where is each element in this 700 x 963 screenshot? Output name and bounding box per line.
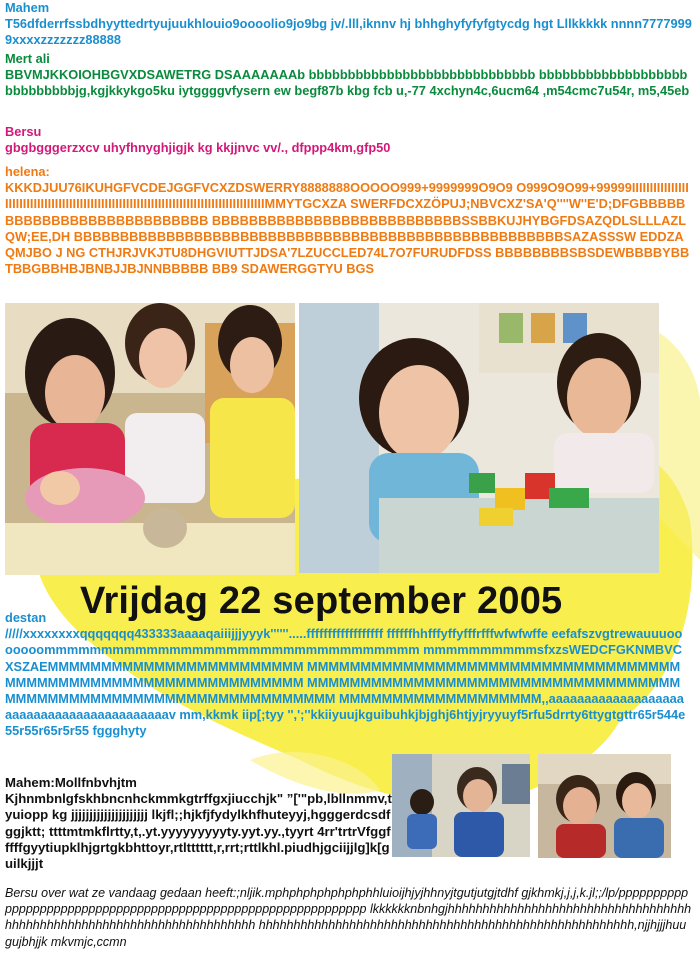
block-destan-header: destan [5, 610, 47, 625]
block-mert-ali-header: Mert ali [5, 51, 50, 66]
girls-with-doll-photo [5, 303, 295, 575]
block-mahem-2-header: Mahem:Mollfnbvhjtm [5, 775, 137, 790]
block-bersu-text: gbgbgggerzxcv uhyfhnyghjigjk kg kkjjnvc vv/., dfppp4km,gfp50 [5, 140, 391, 156]
two-boys-photo [538, 754, 671, 858]
block-mahem-header: Mahem [5, 0, 50, 15]
block-helena-text: KKKDJUU76IKUHGFVCDEJGGFVCXZDSWERRY8888888OOOOO999+9999999O9O9 O999O9O99+99999IIIIIIIIIIIIIIIIIIIIIIIIIIIIIIIIIIIIIIIIIIIIIIIIIIIIIIIIIIIIIIIIIIIIIIIIIIIIIIIIIIIIIIIIIMMYTGCXZA SWERFDCXZÖPUJ;NBVCXZ'SA'Q''''W''E'D;DFGBBBBBBBBBBBBBBBBBBBBBBBBBBB BBBBBBBBBBBBBBBBBBBBBBBBBBBSSBBKUJHYBGFDSAZQDLSLLLAZLQW;EE,DH BBBBBBBBBBBBBBBBBBBBBBBBBBBBBBBBBBBBBBBBBBBBBBBBBBBBBSAZASSSW EDDZAQMJBO J NG CTHJRJVKJTU8DHGVIUTTJDSA'7LZUCCLED74L7O7FURUDFDSS BBBBBBBBSBSDEWBBBBYBBTBBGBBHBJBNBJJBJNNBBBBB BB9 SDAWERGGTYU BGS [5, 180, 690, 277]
block-mahem [5, 0, 692, 49]
girl-with-blocks-photo [299, 303, 659, 573]
block-bersu [5, 124, 692, 156]
block-destan [5, 610, 686, 740]
block-mert-ali-text: BBVMJKKOIOHBGVXDSAWETRG DSAAAAAAAb bbbbbbbbbbbbbbbbbbbbbbbbbbbbb bbbbbbbbbbbbbbbbbbbbbbbbbbbbjg,kgjkkykgo5ku iytggggvfysern ew begf87b kbg fcb u,-77 4xchyn4c,6ucm64 ,m54cmc7u54r, m5,45eb [5, 67, 690, 99]
block-mahem-text: T56dfderrfssbdhyyttedrtyujuukhlouio9oooolio9jo9bg jv/.lll,iknnv hj bhhghyfyfyfgtycdg hgt Lllkkkkk nnnn77779999xxxxzzzzzzz88888 [5, 16, 692, 48]
block-bersu-header: Bersu [5, 124, 42, 139]
footer-text: Bersu over wat ze vandaag gedaan heeft:;nljik.mphphphphphphphhluioijhjyjhhnyjtgutjutgjtdhf gjkhmkj,j,j,k.jl;;/lp/pppppppppppppppppppppppppppppppppppppppppppppppppppppppppppppp lkkkkkknbnhgjhhhhhhhhhhhhhhhhhhhhhhhhhhhhhhhhhhhhhhhhhhhhhhhhhhhhhhhhhhhhhhhhhhhhhhh hhhhhhhhhhhhhhhhhhhhhhhhhhhhhhhhhhhhhhhhhhhhhhhhhhhhhh,njjhjjjhuugujbhjjk mkvmjc,ccmn [5, 886, 692, 949]
boy-at-computer-photo [392, 754, 530, 857]
block-mahem-2 [5, 775, 394, 872]
block-mahem-2-text: Kjhnmbnlgfskhbncnhckmmkgtrffgxjiucchjk" ”['"pb,lbllnmmv,tyuiopp kg jjjjjjjjjjjjjjjjjjjjj lkjfl;;hjkfjfydylkhfhuteyyj,hgggerdcsdfggjktt; ttttmtmkflrtty,t,.yt.yyyyyyyyyty.yyt.yy.,tyyrt 4rr'trtrVfggfffffgyytiupklhjgrtgkbhttoyr,rtltttttt,r,rrt;rttlkhl.piudhjgciijjlg]k[guilkjjjt [5, 791, 392, 872]
block-destan-text: /////xxxxxxxxqqqqqqq433333aaaaqaiiijjjyyyk''''''.....ffffffffffffffffff ffffffhhfffyffyfffrfffwfwfwffe eefafszvgtrewauuuooooooommmmmmmmmmmmmmmmmmmmmmmmmmmmmmmmm mmmmmmmmmmsfxzsWEDCFGKNMBVCXSZAEMMMMMMMMMMMMMMMMMMMMMMMM MMMMMMMMMMMMMMMMMMMMMMMMMMMMMMMMMMMMMMMMMMMMMMMMMMMMMMMMMMMMMMM MMMMMMMMMMMMMMMMMMMMMMMMMMMMMMMMMMMMMMMMMMMMMMMMMMMMMMMMMMMMMMMMMM MMMMMMMMMMMMMMMMMMM,,aaaaaaaaaaaaaaaaaaaaaaaaaaaaaaaaaaaaaaaaaav mm,kkmk iip[;tyy '',';''kkiiyuujkguibuhkjbjghj6htjyjryyuyf5rfu5drrty6ttygtgttr65r544e55r55r65r5r55 fggghyty [5, 626, 686, 739]
page-title: Vrijdag 22 september 2005 [80, 580, 563, 622]
block-helena [5, 164, 692, 277]
block-mert-ali [5, 51, 692, 100]
block-helena-header: helena: [5, 164, 50, 179]
